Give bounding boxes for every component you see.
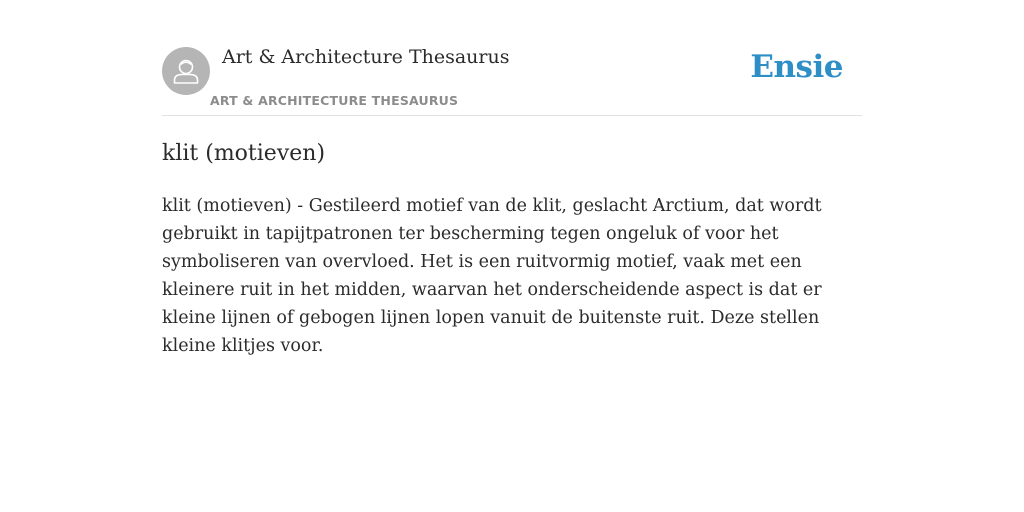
source-subtitle: ART & ARCHITECTURE THESAURUS (210, 93, 459, 108)
term-definition: klit (motieven) - Gestileerd motief van de klit, geslacht Arctium, dat wordt gebruikt in tapijtpatronen ter bescherming tegen ongeluk of voor het symboliseren van overvloed. Het is een ruitvormig motief, vaak met een kleinere ruit in het midden, waarvan het onderscheidende aspect is dat er kleine lijnen of gebogen lijnen lopen vanuit de buitenste ruit. Deze stellen kleine klitjes voor. (162, 196, 822, 356)
source-header (162, 40, 862, 116)
source-title-link[interactable]: Art & Architecture Thesaurus (222, 46, 510, 68)
user-placeholder-icon (162, 47, 210, 95)
term-title: klit (motieven) (162, 141, 326, 166)
source-avatar[interactable] (162, 47, 210, 95)
article (162, 138, 862, 360)
ensie-logo[interactable]: Ensie (750, 49, 843, 85)
